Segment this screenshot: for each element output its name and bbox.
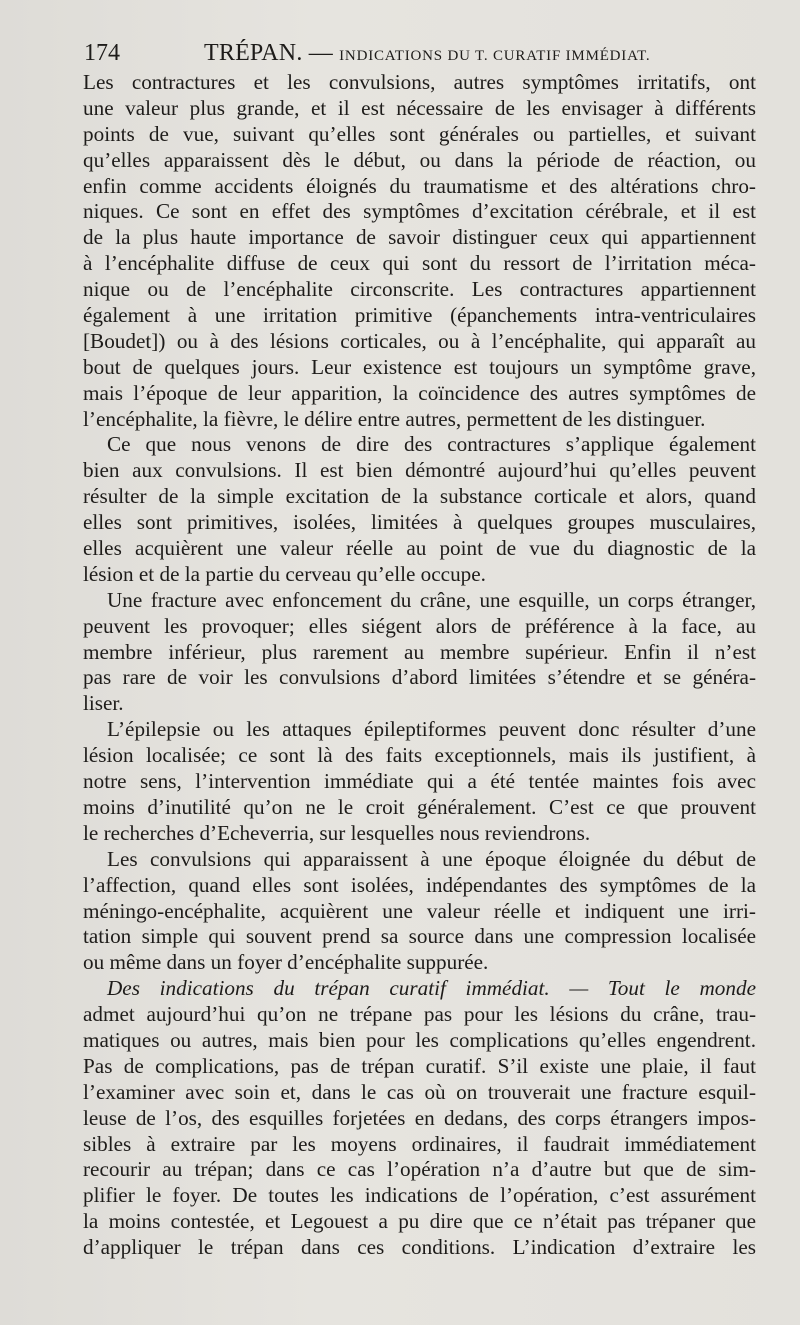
text-line: à l’encéphalite diffuse de ceux qui sont du ressort de l’irritation méca-: [83, 251, 756, 276]
text-line: niques. Ce sont en effet des symptômes d’excitation cérébrale, et il est: [83, 199, 756, 224]
text-line: points de vue, suivant qu’elles sont générales ou partielles, et suivant: [83, 121, 756, 146]
text-line: membre inférieur, plus rarement au membre supérieur. Enfin il n’est: [83, 639, 756, 664]
running-header: [84, 38, 760, 68]
text-line: sibles à extraire par les moyens ordinaires, il faudrait immédiatement: [83, 1131, 756, 1156]
text-line: enfin comme accidents éloignés du traumatisme et des altérations chro-: [83, 173, 756, 198]
text-line: tation simple qui souvent prend sa source dans une compression localisée: [83, 924, 756, 949]
text-line: l’affection, quand elles sont isolées, indépendantes des symptômes de la: [83, 872, 756, 897]
running-title-subtitle: INDICATIONS DU T. CURATIF IMMÉDIAT.: [339, 48, 651, 64]
text-line: le recherches d’Echeverria, sur lesquelles nous reviendrons.: [83, 820, 591, 845]
text-line: peuvent les provoquer; elles siégent alors de préférence à la face, au: [83, 613, 756, 638]
text-line: résulter de la simple excitation de la substance corticale et alors, quand: [83, 484, 756, 509]
text-line: ou même dans un foyer d’encéphalite suppurée.: [83, 950, 489, 975]
text-line: pas rare de voir les convulsions d’abord limitées s’étendre et se généra-: [83, 665, 756, 690]
text-line: d’appliquer le trépan dans ces conditions. L’indication d’extraire les: [83, 1235, 756, 1260]
text-line: Pas de complications, pas de trépan curatif. S’il existe une plaie, il faut: [83, 1053, 756, 1078]
text-line: la moins contestée, et Legouest a pu dire que ce n’était pas trépaner que: [83, 1209, 756, 1234]
text-line: qu’elles apparaissent dès le début, ou dans la période de réaction, ou: [83, 147, 756, 172]
text-line: Ce que nous venons de dire des contractures s’applique également: [107, 432, 756, 457]
running-title: [204, 38, 650, 71]
text-line: l’encéphalite, la fièvre, le délire entre autres, permettent de les distinguer.: [83, 406, 706, 431]
text-line: notre sens, l’intervention immédiate qui a été tentée maintes fois avec: [83, 769, 756, 794]
text-line: Les contractures et les convulsions, autres symptômes irritatifs, ont: [83, 70, 756, 94]
text-line: lésion et de la partie du cerveau qu’elle occupe.: [83, 561, 486, 586]
text-line: liser.: [83, 691, 124, 716]
text-line: méningo-encéphalite, acquièrent une valeur réelle et indiquent une irri-: [83, 898, 756, 923]
text-line: mais l’époque de leur apparition, la coïncidence des autres symptômes de: [83, 380, 756, 405]
text-line: bien aux convulsions. Il est bien démontré aujourd’hui qu’elles peuvent: [83, 458, 756, 483]
running-title-main: TRÉPAN. —: [204, 40, 340, 66]
text-line: leuse de l’os, des esquilles forjetées en dedans, des corps étrangers impos-: [83, 1105, 756, 1130]
text-line: elles acquièrent une valeur réelle au point de vue du diagnostic de la: [83, 536, 756, 561]
text-line: une valeur plus grande, et il est nécessaire de les envisager à différents: [83, 95, 756, 120]
text-line: Une fracture avec enfoncement du crâne, une esquille, un corps étranger,: [107, 587, 756, 612]
body-text: [83, 70, 756, 1261]
text-line: nique ou de l’encéphalite circonscrite. Les contractures appartiennent: [83, 277, 756, 302]
text-line: également à une irritation primitive (épanchements intra-ventriculaires: [83, 303, 756, 328]
text-line: elles sont primitives, isolées, limitées à quelques groupes musculaires,: [83, 510, 756, 535]
text-line: L’épilepsie ou les attaques épileptiformes peuvent donc résulter d’une: [107, 717, 756, 742]
text-line: matiques ou autres, mais bien pour les complications qu’elles engendrent.: [83, 1027, 756, 1052]
section-heading-line: Des indications du trépan curatif immédiat. — Tout le monde: [107, 976, 756, 1001]
text-line: plifier le foyer. De toutes les indications de l’opération, c’est assurément: [83, 1183, 756, 1208]
text-line: l’examiner avec soin et, dans le cas où on trouverait une fracture esquil-: [83, 1079, 756, 1104]
text-line: Les convulsions qui apparaissent à une époque éloignée du début de: [107, 846, 756, 871]
text-line: moins d’inutilité qu’on ne le croit généralement. C’est ce que prouvent: [83, 794, 756, 819]
text-line: [Boudet]) ou à des lésions corticales, ou à l’encéphalite, qui apparaît au: [83, 328, 756, 353]
text-line: bout de quelques jours. Leur existence est toujours un symptôme grave,: [83, 354, 756, 379]
page-number: 174: [84, 40, 120, 66]
text-line: de la plus haute importance de savoir distinguer ceux qui appartiennent: [83, 225, 756, 250]
text-line: lésion localisée; ce sont là des faits exceptionnels, mais ils justifient, à: [83, 743, 756, 768]
text-line: admet aujourd’hui qu’on ne trépane pas pour les lésions du crâne, trau-: [83, 1002, 756, 1027]
text-line: recourir au trépan; dans ce cas l’opération n’a d’autre but que de sim-: [83, 1157, 756, 1182]
